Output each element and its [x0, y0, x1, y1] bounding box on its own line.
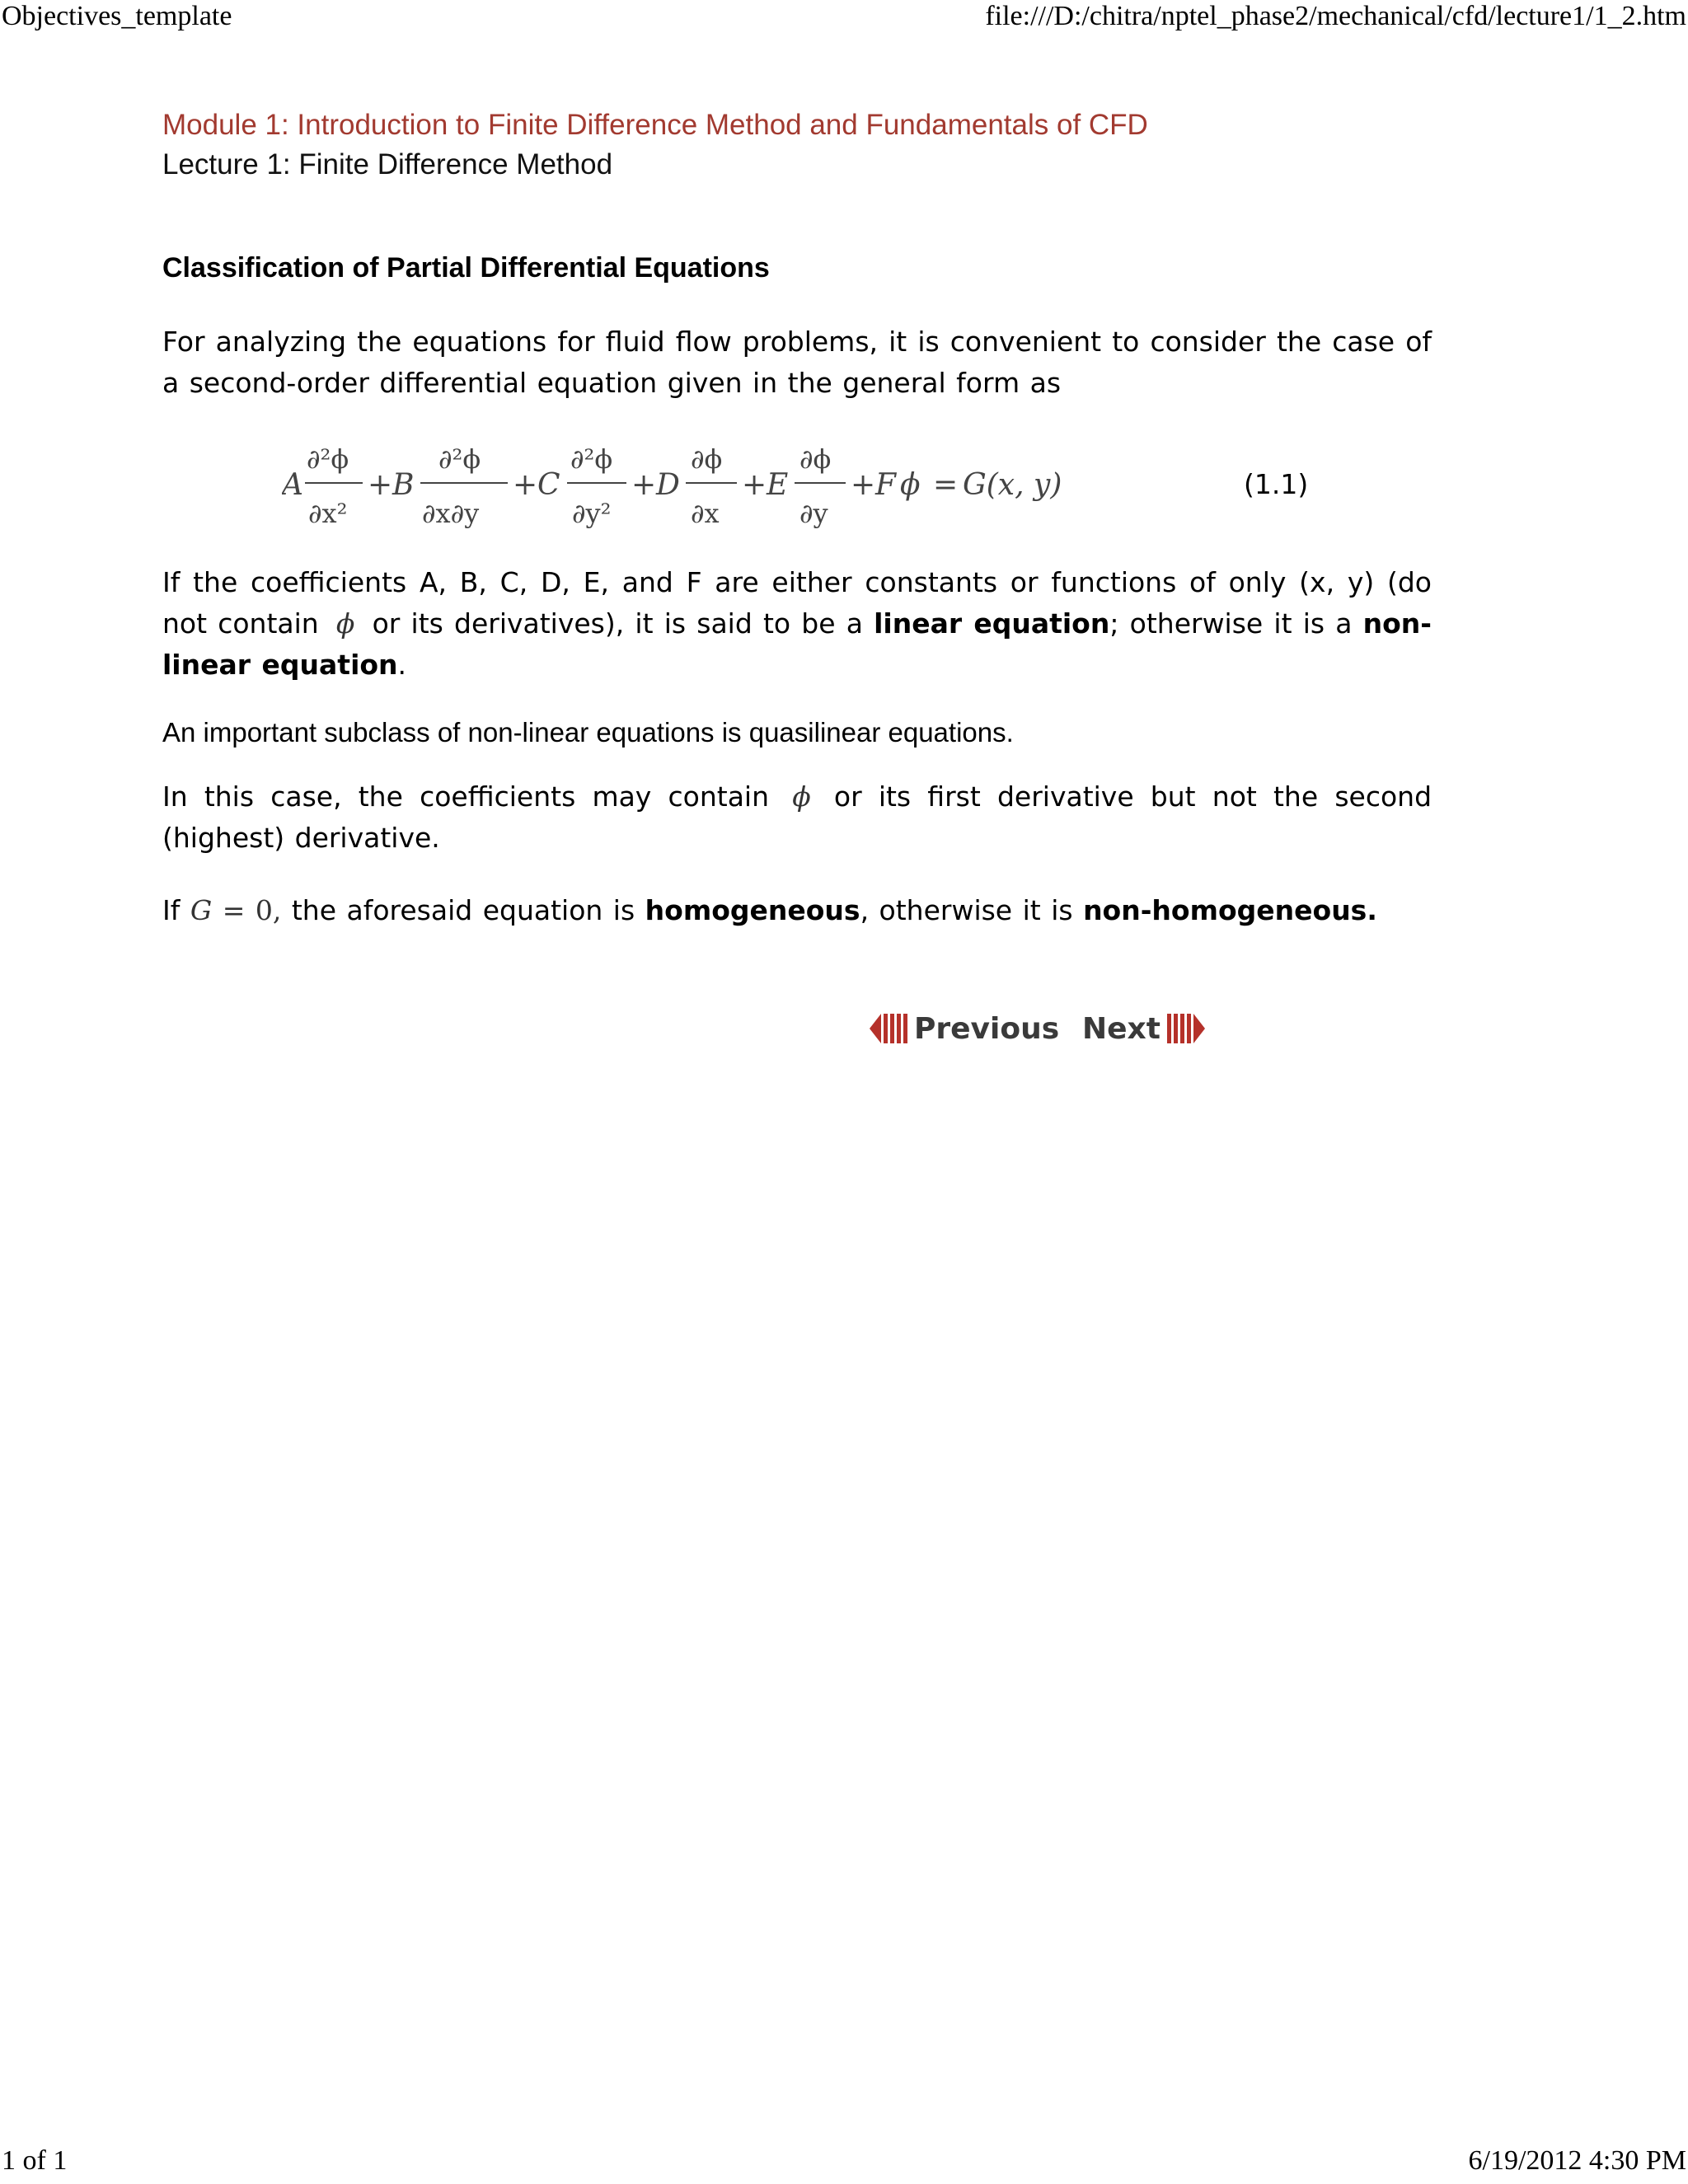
- rhs-term: G(x, y): [963, 468, 1062, 502]
- num-3: ∂²ϕ: [570, 443, 613, 475]
- quasilinear-paragraph: [162, 776, 1432, 859]
- g-equals-zero: [190, 894, 282, 926]
- coef-f: F: [875, 468, 896, 502]
- linear-paragraph: [162, 562, 1432, 686]
- linear-text-2: or its derivatives), it is said to be a: [372, 607, 863, 640]
- den-4: ∂x: [691, 498, 720, 529]
- num-4: ∂ϕ: [691, 443, 723, 475]
- linear-text-end: .: [397, 649, 407, 681]
- next-button[interactable]: [1082, 1005, 1205, 1052]
- linear-text-1: If the coefficients A, B, C, D, E, and F are either constants or functions of only (x, y) (do not contain: [162, 566, 1432, 640]
- homogeneous-text-1: the aforesaid equation is: [291, 894, 635, 926]
- plus-4: +: [742, 468, 767, 502]
- phi-symbol: ϕ: [335, 607, 355, 640]
- nonlinear-equation-term: non-linear equation: [162, 607, 1432, 681]
- quasilinear-text-1: In this case, the coefficients may contain: [162, 780, 770, 813]
- module-title: Module 1: Introduction to Finite Difference Method and Fundamentals of CFD: [162, 109, 1148, 141]
- homogeneous-text-2: , otherwise it is: [860, 894, 1073, 926]
- coef-b: B: [392, 468, 415, 502]
- quasilinear-text-2: or its first derivative but not the second (highest) derivative.: [162, 780, 1432, 854]
- den-1: ∂x²: [308, 498, 348, 529]
- num-2: ∂²ϕ: [438, 443, 481, 475]
- den-5: ∂y: [799, 498, 828, 529]
- homogeneous-paragraph: [162, 890, 1432, 931]
- coef-a: A: [282, 468, 303, 502]
- num-5: ∂ϕ: [799, 443, 832, 475]
- g-variable: G: [190, 894, 213, 926]
- next-label: Next: [1082, 1011, 1160, 1046]
- print-header-url: file:///D:/chitra/nptel_phase2/mechanical/cfd/lecture1/1_2.htm: [985, 1, 1686, 31]
- den-3: ∂y²: [572, 498, 612, 529]
- coef-d: D: [656, 468, 680, 502]
- plus-1: +: [368, 468, 393, 502]
- pde-equation: [282, 427, 1230, 542]
- g-condition-rest: = 0,: [212, 894, 282, 926]
- intro-paragraph: For analyzing the equations for fluid flow problems, it is convenient to consider the case of a second-order differential equation given in the general form as: [162, 326, 1432, 399]
- lecture-title: Lecture 1: Finite Difference Method: [162, 148, 613, 180]
- num-1: ∂²ϕ: [307, 443, 349, 475]
- phi-symbol: ϕ: [792, 780, 811, 813]
- coef-e: E: [767, 468, 789, 502]
- coef-c: C: [537, 468, 560, 502]
- plus-2: +: [513, 468, 538, 502]
- previous-label: Previous: [914, 1011, 1060, 1046]
- den-2: ∂x∂y: [422, 498, 480, 529]
- linear-equation-term: linear equation: [874, 607, 1110, 640]
- equation-number: (1.1): [1244, 468, 1309, 500]
- homogeneous-if: If: [162, 894, 181, 926]
- phi-term: ϕ: [900, 468, 921, 502]
- previous-arrow-icon: [870, 1010, 909, 1047]
- print-footer-page: 1 of 1: [2, 2145, 68, 2176]
- equals-sign: =: [933, 468, 959, 502]
- plus-5: +: [851, 468, 876, 502]
- quasilinear-intro: An important subclass of non-linear equations is quasilinear equations.: [162, 717, 1014, 748]
- print-header-title: Objectives_template: [2, 1, 232, 31]
- page-navigation: [870, 1005, 1216, 1052]
- homogeneous-term: homogeneous: [645, 894, 860, 926]
- section-heading: Classification of Partial Differential Equations: [162, 252, 770, 284]
- previous-button[interactable]: [870, 1005, 1059, 1052]
- next-arrow-icon: [1165, 1010, 1205, 1047]
- nonhomogeneous-term: non-homogeneous.: [1083, 894, 1377, 926]
- print-footer-datetime: 6/19/2012 4:30 PM: [1468, 2145, 1686, 2176]
- linear-text-3: ; otherwise it is a: [1109, 607, 1353, 640]
- plus-3: +: [631, 468, 657, 502]
